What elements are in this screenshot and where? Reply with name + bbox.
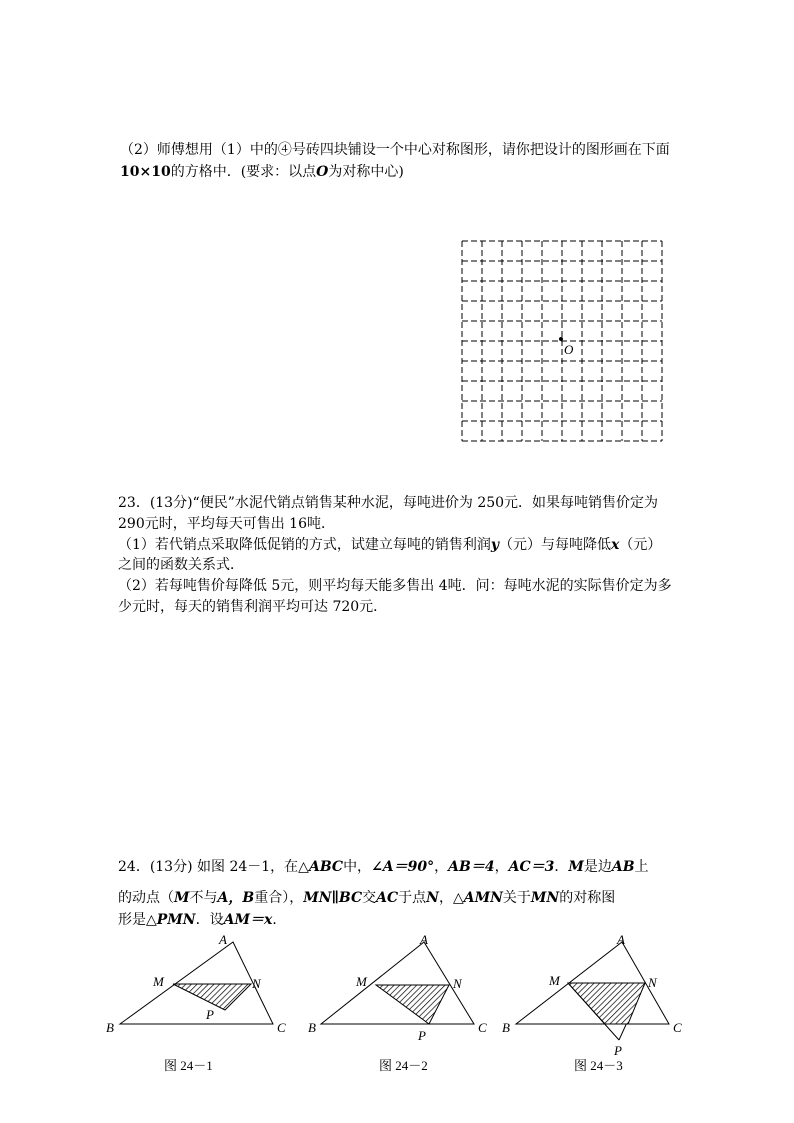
math-M: M [568, 859, 584, 875]
text-segment: 交 [362, 890, 377, 906]
math-angle-A: ∠A＝90° [371, 859, 435, 875]
text-segment: 上 [634, 859, 649, 875]
label-M: M [153, 974, 164, 989]
q22-part2-line2 [120, 162, 404, 182]
label-B: B [502, 1020, 510, 1035]
label-N: N [648, 975, 657, 990]
text-segment: 是边 [583, 859, 612, 875]
q23-line4: 之间的函数关系式． [118, 557, 244, 573]
label-P: P [418, 1028, 426, 1043]
text-segment: 为对称中心) [328, 164, 404, 180]
text-segment: 的动点（ [118, 890, 174, 906]
label-M: M [356, 974, 367, 989]
text-segment: 的方格中．(要求：以点 [170, 164, 317, 180]
grid-size: 10×10 [120, 164, 171, 180]
math-ABC: ABC [308, 859, 344, 875]
text-segment: 24．(13分) 如图 24－1，在△ [118, 859, 309, 875]
text-segment: ， [494, 859, 509, 875]
label-B: B [308, 1020, 316, 1035]
math-MN: MN [530, 890, 560, 906]
figure-24-1 [106, 932, 286, 1073]
text-segment: （元）与每吨降低 [499, 537, 612, 553]
label-N: N [453, 976, 462, 991]
q24-line3 [118, 910, 286, 930]
label-C: C [478, 1020, 487, 1035]
text-segment: ． [272, 912, 287, 928]
text-segment: （元） [619, 537, 662, 553]
text-segment: ． [554, 859, 569, 875]
q22-part2-line1: （2）师傅想用（1）中的④号砖四块铺设一个中心对称图形，请你把设计的图形画在下面 [120, 142, 670, 158]
q24-line2 [118, 888, 615, 908]
label-C: C [277, 1020, 286, 1035]
label-A: A [617, 932, 625, 947]
figure-caption: 图 24－3 [574, 1058, 623, 1073]
text-segment: ，△ [438, 890, 464, 906]
label-P: P [614, 1043, 622, 1058]
text-segment: 重合）， [254, 890, 304, 906]
q23-line2: 290元时，平均每天可售出 16吨． [118, 516, 335, 532]
figure-caption: 图 24－2 [379, 1058, 428, 1073]
label-C: C [673, 1020, 682, 1035]
math-AC: AC [376, 890, 399, 906]
q23-line3 [118, 535, 661, 555]
math-AC: AC＝3 [508, 859, 555, 875]
label-B: B [106, 1020, 114, 1035]
q23-line1: 23．(13分)“便民”水泥代销点销售某种水泥，每吨进价为 250元．如果每吨销售价定为 [118, 495, 659, 511]
math-AM-eq-x: AM＝x [223, 912, 273, 928]
q23-line6: 少元时，每天的销售利润平均可达 720元． [118, 599, 388, 615]
center-point-dot [559, 337, 563, 341]
text-segment: ．设 [195, 912, 224, 928]
math-M: M [174, 890, 190, 906]
text-segment: 不与 [189, 890, 218, 906]
math-N: N [426, 890, 439, 906]
center-label-O: O [564, 342, 574, 357]
label-N: N [252, 976, 261, 991]
figure-24-2 [308, 932, 487, 1073]
center-point-O: O [316, 164, 329, 180]
text-segment: 于点 [398, 890, 427, 906]
figures-24 [100, 928, 690, 1078]
label-A: A [420, 932, 428, 947]
math-MN-parallel-BC: MN∥BC [303, 890, 363, 906]
math-A-B: A，B [217, 890, 255, 906]
var-y: y [490, 537, 500, 553]
var-x: x [611, 537, 620, 553]
text-segment: 中， [343, 859, 372, 875]
math-AMN: AMN [463, 890, 503, 906]
text-segment: 的对称图 [559, 890, 616, 906]
text-segment: （1）若代销点采取降低促销的方式，试建立每吨的销售利润 [118, 537, 491, 553]
math-AB: AB＝4 [448, 859, 495, 875]
text-segment: 形是△ [118, 912, 157, 928]
figure-caption: 图 24－1 [164, 1058, 213, 1073]
text-segment: ， [434, 859, 449, 875]
q23-line5: （2）若每吨售价每降低 5元，则平均每天能多售出 4吨．问：每吨水泥的实际售价定为多 [118, 578, 672, 594]
q24-line1 [118, 857, 649, 877]
label-P: P [206, 1007, 214, 1022]
label-M: M [549, 973, 560, 988]
math-PMN: PMN [156, 912, 196, 928]
label-A: A [219, 932, 227, 947]
text-segment: 关于 [502, 890, 531, 906]
design-grid [455, 235, 670, 447]
figure-24-3 [502, 932, 682, 1073]
math-AB: AB [611, 859, 635, 875]
